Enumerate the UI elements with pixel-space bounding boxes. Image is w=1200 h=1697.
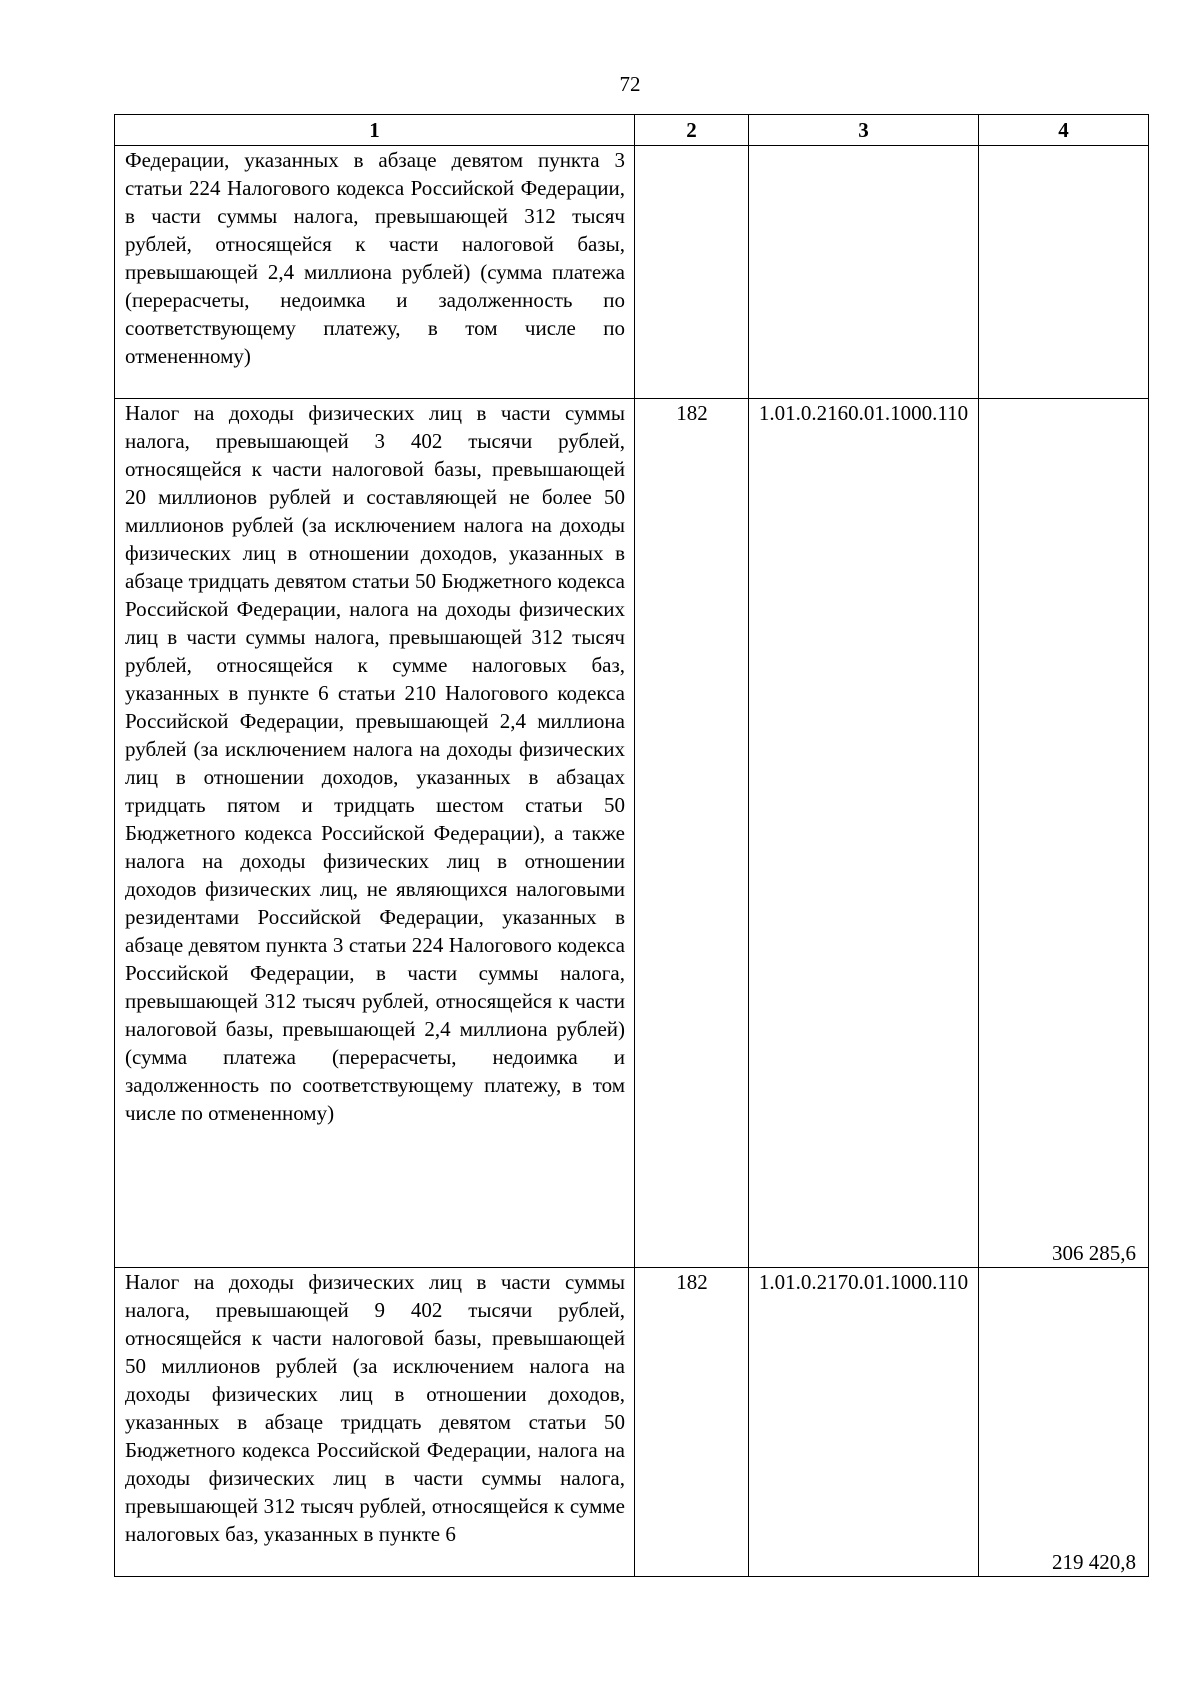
admin-code-cell [635,146,749,399]
table-header [115,115,1149,146]
table-row [115,146,1149,399]
income-name-text: Налог на доходы физических лиц в части суммы налога, превышающей 3 402 тысячи рублей, относящейся к части налоговой базы, превышающей 20 миллионов рублей и составляющей не более 50 миллионов рублей (за исключением налога на доходы физических лиц в отношении доходов, указанных в абзаце тридцать девятом статьи 50 Бюджетного кодекса Российской Федерации, налога на доходы физических лиц в части суммы налога, превышающей 312 тысяч рублей, относящейся к сумме налоговых баз, указанных в пункте 6 статьи 210 Налогового кодекса Российской Федерации, превышающей 2,4 миллиона рублей (за исключением налога на доходы физических лиц в отношении доходов, указанных в абзацах тридцать пятом и тридцать шестом статьи 50 Бюджетного кодекса Российской Федерации), а также налога на доходы физических лиц в отношении доходов физических лиц, не являющихся налоговыми резидентами Российской Федерации, указанных в абзаце девятом пункта 3 статьи 224 Налогового кодекса Российской Федерации, в части суммы налога, превышающей 312 тысяч рублей, относящейся к части налоговой базы, превышающей 2,4 миллиона рублей) (сумма платежа (перерасчеты, недоимка и задолженность по соответствующему платежу, в том числе по отмененному) [125,401,625,1125]
header-row [115,115,1149,146]
income-name-cell [115,399,635,1268]
column-header-3: 3 [749,115,979,146]
amount-cell: 219 420,8 [979,1268,1149,1577]
admin-code-cell: 182 [635,399,749,1268]
classification-code-cell: 1.01.0.2160.01.1000.110 [749,399,979,1268]
classification-code-cell [749,146,979,399]
column-header-4: 4 [979,115,1149,146]
amount-cell: 306 285,6 [979,399,1149,1268]
table-row [115,1268,1149,1577]
table-body [115,146,1149,1577]
amount-cell [979,146,1149,399]
column-header-1: 1 [115,115,635,146]
table-row [115,399,1149,1268]
income-name-cell [115,146,635,399]
classification-code-cell: 1.01.0.2170.01.1000.110 [749,1268,979,1577]
page-number: 72 [619,72,641,96]
admin-code-cell: 182 [635,1268,749,1577]
budget-table [114,114,1149,1577]
column-header-2: 2 [635,115,749,146]
income-name-text: Федерации, указанных в абзаце девятом пункта 3 статьи 224 Налогового кодекса Российской Федерации, в части суммы налога, превышающей 312 тысяч рублей, относящейся к части налоговой базы, превышающей 2,4 миллиона рублей) (сумма платежа (перерасчеты, недоимка и задолженность по соответствующему платежу, в том числе по отмененному) [125,148,625,368]
income-name-cell [115,1268,635,1577]
income-name-text: Налог на доходы физических лиц в части суммы налога, превышающей 9 402 тысячи рублей, относящейся к части налоговой базы, превышающей 50 миллионов рублей (за исключением налога на доходы физических лиц в отношении доходов, указанных в абзаце тридцать девятом статьи 50 Бюджетного кодекса Российской Федерации, налога на доходы физических лиц в части суммы налога, превышающей 312 тысяч рублей, относящейся к сумме налоговых баз, указанных в пункте 6 [125,1270,625,1546]
